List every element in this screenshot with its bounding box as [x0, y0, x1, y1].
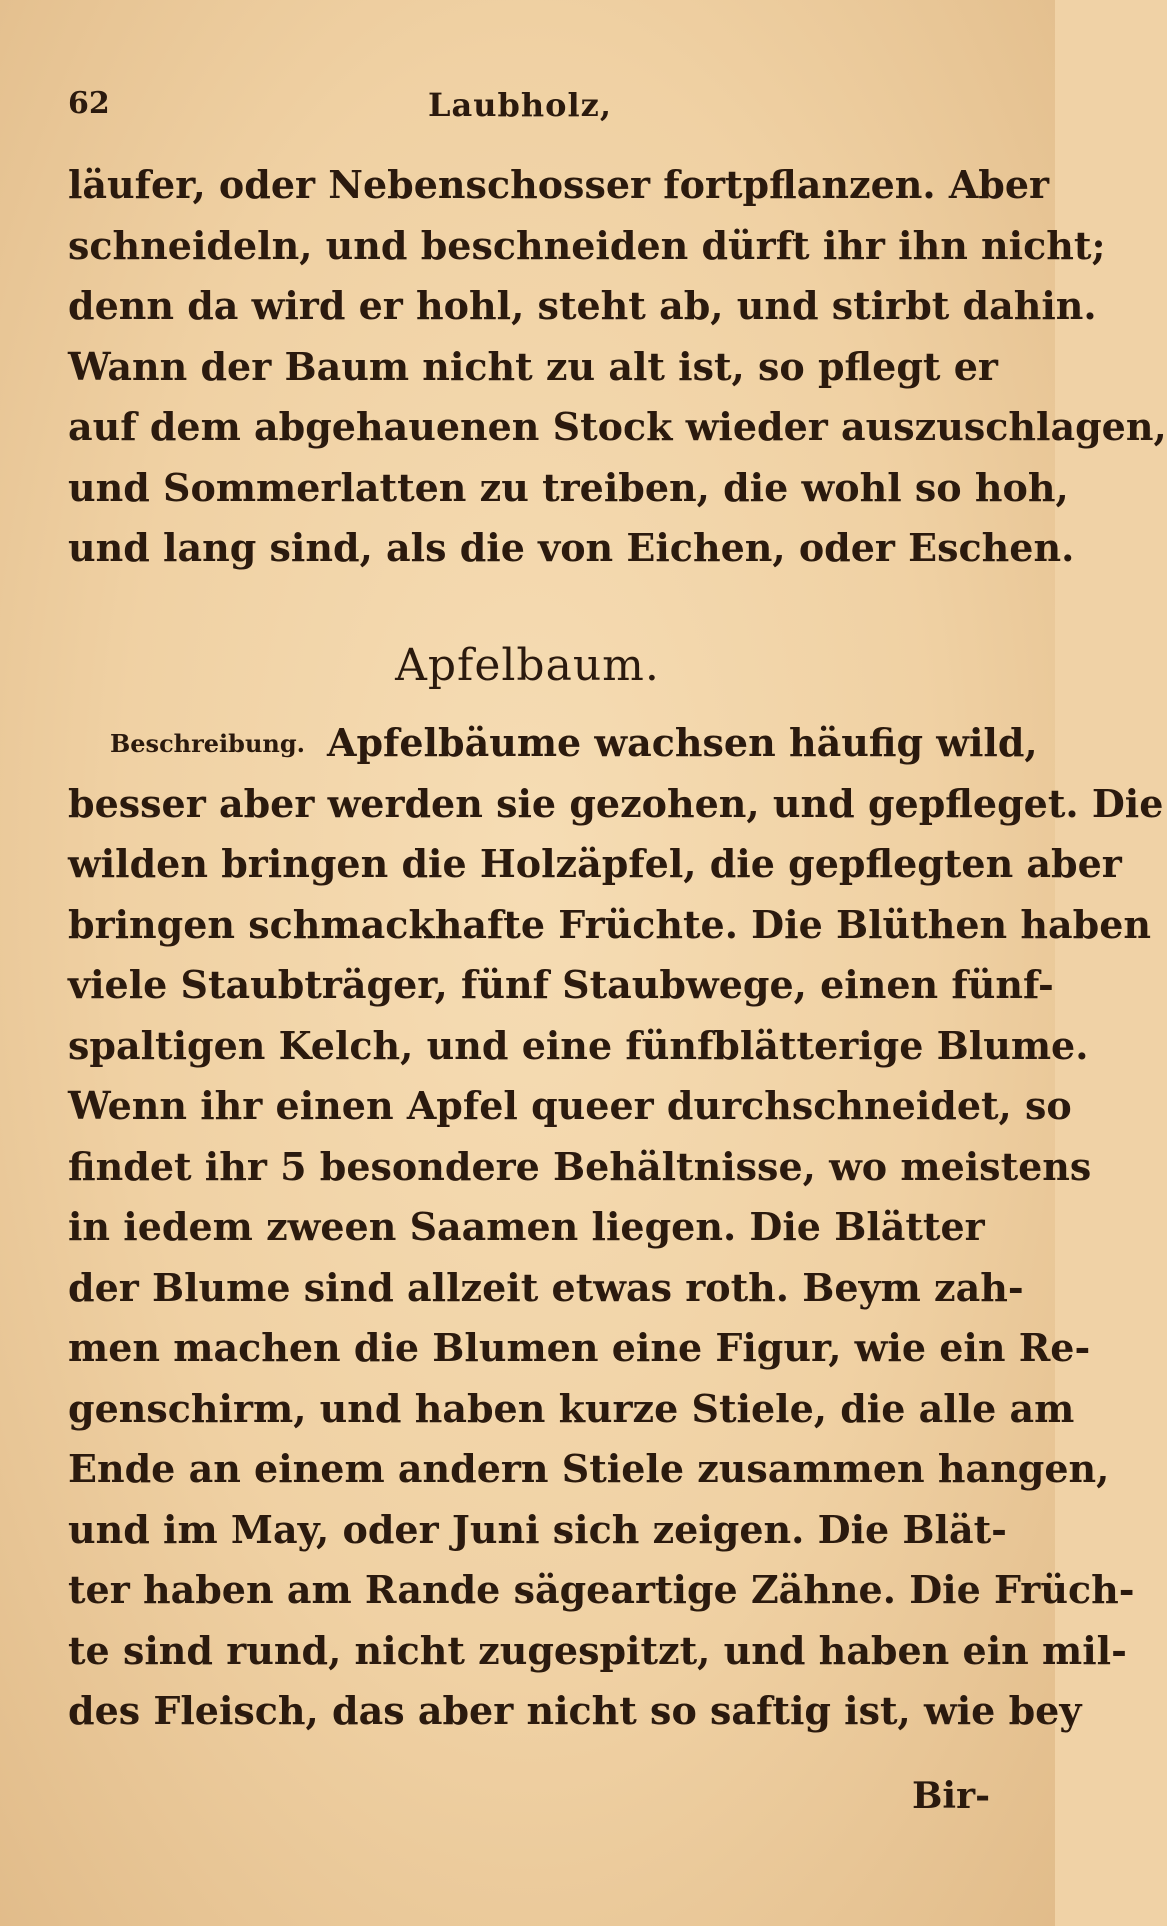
text-line-first: [68, 713, 1038, 774]
text-line: ter haben am Rande sägeartige Zähne. Die Früch-: [68, 1567, 1135, 1612]
running-head: [68, 86, 668, 126]
text-line: denn da wird er hohl, steht ab, und stirbt dahin.: [68, 283, 1097, 328]
text-line: bringen schmackhafte Früchte. Die Blüthen haben: [68, 901, 1151, 947]
text-line: und im May, oder Juni sich zeigen. Die Blät-: [68, 1506, 1007, 1552]
text-line: men machen die Blumen eine Figur, wie ein Re-: [68, 1325, 1091, 1370]
text-line: te sind rund, nicht zugespitzt, und haben ein mil-: [68, 1627, 1127, 1673]
running-title: Laubholz,: [428, 86, 612, 124]
section-heading: Apfelbaum.: [395, 640, 660, 691]
text-line: viele Staubträger, fünf Staubwege, einen fünf-: [68, 962, 1054, 1007]
marginal-label: Beschreibung.: [110, 729, 305, 758]
text-line: des Fleisch, das aber nicht so saftig ist, wie bey: [68, 1688, 1082, 1733]
text-line: wilden bringen die Holzäpfel, die gepflegten aber: [68, 841, 1122, 886]
paragraph-laubholz: [68, 155, 1167, 579]
text-line: besser aber werden sie gezohen, und gepfleget. Die: [68, 780, 1164, 826]
text-line: Wenn ihr einen Apfel queer durchschneidet, so: [68, 1083, 1072, 1128]
text-line: findet ihr 5 besondere Behältnisse, wo meistens: [68, 1143, 1092, 1189]
text-line: und lang sind, als die von Eichen, oder Eschen.: [68, 525, 1075, 570]
first-line-text: Apfelbäume wachsen häufig wild,: [326, 720, 1038, 765]
text-line: spaltigen Kelch, und eine fünfblätterige Blume.: [68, 1022, 1089, 1068]
text-line: läufer, oder Nebenschosser fortpflanzen. Aber: [68, 162, 1050, 207]
paragraph-apfelbaum: [68, 713, 1164, 1742]
text-line: der Blume sind allzeit etwas roth. Beym zah-: [68, 1264, 1024, 1310]
text-line: Wann der Baum nicht zu alt ist, so pflegt er: [68, 343, 998, 389]
text-line: und Sommerlatten zu treiben, die wohl so hoh,: [68, 464, 1069, 510]
text-line: schneideln, und beschneiden dürft ihr ihn nicht;: [68, 222, 1106, 268]
text-line: auf dem abgehauenen Stock wieder auszuschlagen,: [68, 404, 1167, 449]
text-line: in iedem zween Saamen liegen. Die Blätter: [68, 1204, 985, 1249]
page-number: 62: [68, 86, 110, 121]
catchword: Bir-: [912, 1775, 991, 1817]
text-line: genschirm, und haben kurze Stiele, die alle am: [68, 1385, 1075, 1431]
text-line: Ende an einem andern Stiele zusammen hangen,: [68, 1446, 1110, 1491]
